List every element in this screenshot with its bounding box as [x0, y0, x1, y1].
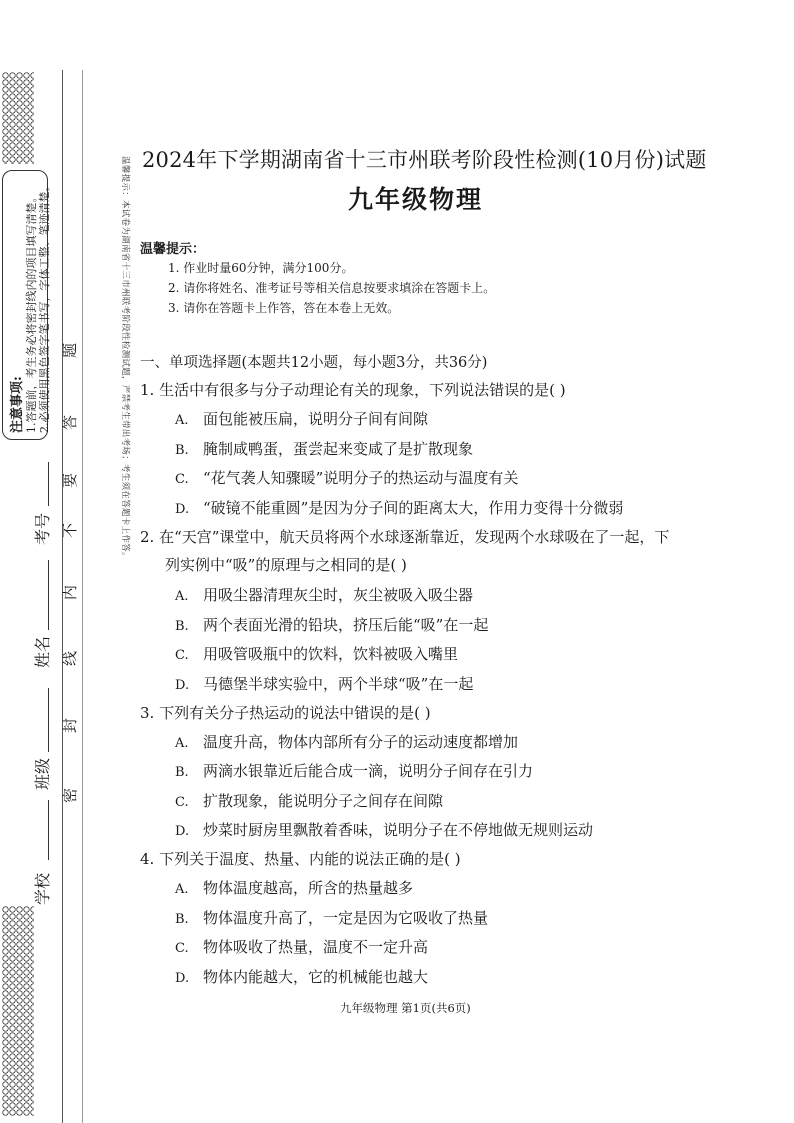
question-option[interactable] [175, 408, 428, 429]
page-footer: 九年级物理 第1页(共6页) [340, 1001, 471, 1015]
question-option[interactable] [175, 643, 458, 664]
question-option[interactable] [175, 819, 593, 840]
seal-char: 线 [61, 650, 80, 667]
field-line-name[interactable] [48, 560, 49, 630]
option-text: 用吸尘器清理灰尘时，灰尘被吸入吸尘器 [203, 586, 474, 604]
option-text: 两个表面光滑的铅块，挤压后能“吸”在一起 [203, 616, 489, 634]
option-text: “破镜不能重圆”是因为分子间的距离太大，作用力变得十分微弱 [203, 499, 624, 517]
question-option[interactable] [175, 497, 623, 518]
field-label-school: 学校 [33, 872, 52, 905]
notice-title: 注意事项: [10, 376, 25, 433]
seal-char: 封 [61, 717, 80, 734]
option-text: “花气袭人知骤暖”说明分子的热运动与温度有关 [203, 469, 519, 487]
margin-hatch-bottom [2, 906, 34, 1116]
option-text: 物体温度升高了，一定是因为它吸收了热量 [203, 909, 489, 927]
field-line-school[interactable] [48, 800, 49, 860]
question-option[interactable] [175, 584, 473, 605]
question-stem: 1. 生活中有很多与分子动理论有关的现象，下列说法错误的是( ) [140, 381, 566, 399]
tip-item: 3. 请你在答题卡上作答，答在本卷上无效。 [168, 301, 400, 315]
option-label: A. [175, 882, 189, 897]
field-label-name: 姓名 [33, 635, 52, 668]
option-text: 两滴水银靠近后能合成一滴，说明分子间存在引力 [203, 762, 534, 780]
tip-item: 2. 请你将姓名、准考证号等相关信息按要求填涂在答题卡上。 [168, 281, 496, 295]
seal-char: 密 [61, 787, 80, 804]
margin-hatch-top [2, 72, 34, 164]
option-text: 腌制咸鸭蛋，蛋尝起来变咸了是扩散现象 [203, 440, 474, 458]
exam-title: 2024年下学期湖南省十三市州联考阶段性检测(10月份)试题 [142, 148, 707, 172]
question-stem: 3. 下列有关分子热运动的说法中错误的是( ) [140, 704, 431, 722]
field-line-exam-number[interactable] [48, 462, 49, 506]
tips-heading: 温馨提示： [140, 242, 206, 257]
option-label: D. [175, 502, 190, 517]
option-text: 物体温度越高，所含的热量越多 [203, 879, 414, 897]
option-label: D. [175, 824, 190, 839]
notice-line: 1.答题前，考生务必将密封线内的项目填写清楚。 [25, 191, 38, 433]
question-option[interactable] [175, 760, 533, 781]
option-label: A. [175, 736, 189, 751]
option-text: 扩散现象，能说明分子之间存在间隙 [203, 792, 444, 810]
option-label: C. [175, 648, 189, 663]
option-label: C. [175, 795, 189, 810]
exam-subtitle: 九年级物理 [348, 185, 484, 214]
question-option[interactable] [175, 790, 443, 811]
seal-char: 要 [61, 472, 80, 489]
option-label: B. [175, 619, 189, 634]
question-option[interactable] [175, 614, 488, 635]
seal-char: 不 [61, 522, 80, 539]
question-option[interactable] [175, 936, 428, 957]
option-text: 温度升高，物体内部所有分子的运动速度都增加 [203, 733, 519, 751]
question-option[interactable] [175, 673, 473, 694]
question-option[interactable] [175, 438, 473, 459]
option-text: 面包能被压扁，说明分子间有间隙 [203, 410, 429, 428]
option-label: D. [175, 678, 190, 693]
seal-char: 题 [61, 342, 80, 359]
option-label: B. [175, 765, 189, 780]
field-label-exam-number: 考号 [33, 512, 52, 545]
option-text: 炒菜时厨房里飘散着香味，说明分子在不停地做无规则运动 [203, 821, 594, 839]
option-label: C. [175, 472, 189, 487]
seal-char: 答 [61, 414, 80, 431]
option-text: 物体内能越大，它的机械能也越大 [203, 968, 429, 986]
tip-item: 1. 作业时量60分钟，满分100分。 [168, 261, 354, 275]
section-heading: 一、单项选择题(本题共12小题，每小题3分，共36分) [140, 355, 488, 371]
question-stem: 4. 下列关于温度、热量、内能的说法正确的是( ) [140, 850, 461, 868]
field-label-class: 班级 [33, 757, 52, 790]
option-label: D. [175, 971, 190, 986]
option-text: 物体吸收了热量，温度不一定升高 [203, 938, 429, 956]
seal-char: 内 [61, 584, 80, 601]
question-option[interactable] [175, 877, 413, 898]
question-stem-continued: 列实例中“吸”的原理与之相同的是( ) [165, 556, 407, 574]
field-line-class[interactable] [48, 688, 49, 752]
notice-line: 2.必须使用黑色签字笔书写，字体工整、笔迹清楚。 [38, 180, 51, 433]
option-text: 马德堡半球实验中，两个半球“吸”在一起 [203, 675, 474, 693]
option-label: A. [175, 589, 189, 604]
option-label: B. [175, 443, 189, 458]
option-label: C. [175, 941, 189, 956]
option-text: 用吸管吸瓶中的饮料，饮料被吸入嘴里 [203, 645, 459, 663]
question-option[interactable] [175, 966, 428, 987]
question-option[interactable] [175, 467, 518, 488]
question-stem: 2. 在“天宫”课堂中，航天员将两个水球逐渐靠近，发现两个水球吸在了一起，下 [140, 528, 670, 546]
notice-box [2, 170, 51, 440]
question-option[interactable] [175, 731, 518, 752]
binding-line-inner [82, 70, 83, 1123]
option-label: B. [175, 912, 189, 927]
side-tip: 温馨提示：本试卷为湖南省十三市州联考阶段性检测试题，严禁考生带出考场；考生须在答题卡上作答。 [120, 156, 130, 561]
option-label: A. [175, 413, 189, 428]
question-option[interactable] [175, 907, 488, 928]
